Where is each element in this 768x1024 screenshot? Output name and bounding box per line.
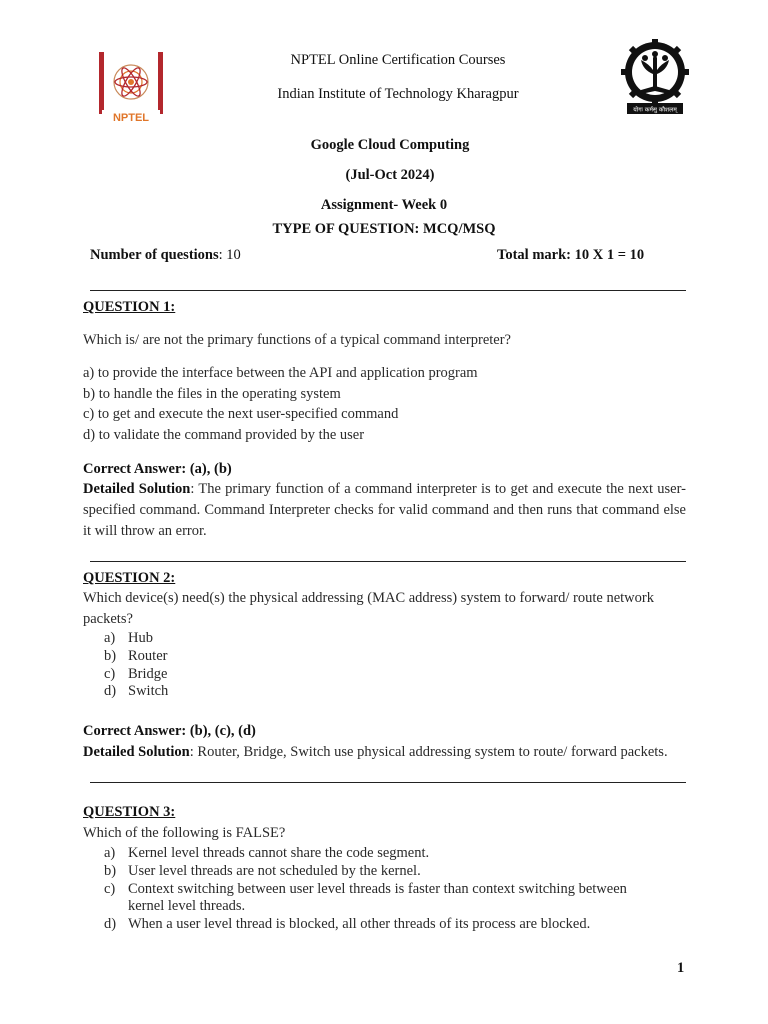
option-text: Kernel level threads cannot share the code segment. <box>128 845 430 861</box>
course-title: Google Cloud Computing <box>310 137 470 153</box>
question-2-title: QUESTION 2: <box>83 570 176 586</box>
option-mark: b) <box>104 862 117 879</box>
option-mark: a) <box>104 630 116 646</box>
question-1-option-b <box>83 386 341 403</box>
iit-logo-motto: योगः कर्मसु कौशलम् <box>633 106 677 114</box>
option-text: to provide the interface between the API and application program <box>97 365 478 381</box>
question-1-detailed-solution <box>83 479 686 541</box>
question-1-text: Which is/ are not the primary functions of a typical command interpreter? <box>83 332 511 348</box>
option-text: to handle the files in the operating system <box>98 386 341 402</box>
option-mark: d) <box>83 427 96 443</box>
question-2-option-a <box>83 630 168 648</box>
option-text: Router <box>128 647 168 664</box>
option-text: When a user level thread is blocked, all other threads of its process are blocked. <box>128 916 591 933</box>
nptel-logo-text: NPTEL <box>112 112 150 124</box>
total-mark: Total mark: 10 X 1 = 10 <box>497 247 645 263</box>
question-3-option-b <box>83 863 627 881</box>
option-text: Hub <box>128 630 153 646</box>
divider <box>90 782 686 783</box>
page-number: 1 <box>677 960 685 976</box>
assignment-title: Assignment- Week 0 <box>320 197 448 213</box>
question-type: TYPE OF QUESTION: MCQ/MSQ <box>272 221 496 237</box>
number-of-questions <box>90 247 241 264</box>
option-mark: c) <box>104 665 116 682</box>
question-3-option-d <box>83 916 627 934</box>
option-mark: c) <box>104 880 116 897</box>
detailed-solution-text: : Router, Bridge, Switch use physical addressing system to route/ forward packets. <box>189 744 668 760</box>
option-mark: b) <box>83 386 96 402</box>
detailed-solution-label: Detailed Solution <box>83 744 190 760</box>
option-mark: a) <box>83 365 95 381</box>
question-2-option-d <box>83 683 168 701</box>
question-2-text-line2: packets? <box>83 611 133 627</box>
question-3-option-c-continued: kernel level threads. <box>128 898 246 915</box>
option-mark: a) <box>104 845 116 861</box>
question-3-option-a <box>83 845 627 863</box>
question-3-option-c <box>83 881 627 899</box>
iit-kharagpur-logo <box>619 39 691 115</box>
course-session: (Jul-Oct 2024) <box>345 167 435 183</box>
option-mark: d) <box>104 683 117 700</box>
number-of-questions-label: Number of questions <box>90 247 219 263</box>
option-text: to get and execute the next user-specified command <box>97 406 399 422</box>
question-1-option-a <box>83 365 478 382</box>
option-mark: b) <box>104 647 117 664</box>
correct-answer-label: Correct Answer: (a), (b) <box>83 461 232 477</box>
question-3-text: Which of the following is FALSE? <box>83 825 286 841</box>
question-1-correct-answer <box>83 461 232 478</box>
option-mark: d) <box>104 916 117 933</box>
detailed-solution-text: : The primary function of a command interpreter is to get and execute the next user-specified command. Command Interpreter checks for valid command and then runs that command else it will throw an error. <box>83 481 686 539</box>
question-3-title: QUESTION 3: <box>83 804 176 820</box>
divider <box>90 290 686 291</box>
correct-answer-label: Correct Answer: (b), (c), (d) <box>83 723 256 739</box>
question-2-text-line1: Which device(s) need(s) the physical addressing (MAC address) system to forward/ route network <box>83 590 654 606</box>
option-text: Bridge <box>128 665 168 682</box>
number-of-questions-value: : 10 <box>218 247 241 263</box>
question-1-option-d <box>83 427 364 444</box>
option-text: Switch <box>128 683 169 700</box>
question-2-detailed-solution <box>83 744 668 761</box>
divider <box>90 561 686 562</box>
question-1-option-c <box>83 406 398 423</box>
question-2-correct-answer <box>83 723 256 740</box>
option-text: User level threads are not scheduled by the kernel. <box>128 862 421 879</box>
question-3-options <box>83 845 627 934</box>
option-mark: c) <box>83 406 95 422</box>
option-text: Context switching between user level threads is faster than context switching between <box>128 880 627 897</box>
question-1-title: QUESTION 1: <box>83 299 176 315</box>
question-2-option-b <box>83 648 168 666</box>
detailed-solution-label: Detailed Solution <box>83 481 191 497</box>
option-text: to validate the command provided by the user <box>98 427 365 443</box>
question-2-options <box>83 630 168 701</box>
header-organization: NPTEL Online Certification Courses <box>290 52 506 68</box>
question-2-option-c <box>83 666 168 684</box>
header-institute: Indian Institute of Technology Kharagpur <box>277 86 519 102</box>
